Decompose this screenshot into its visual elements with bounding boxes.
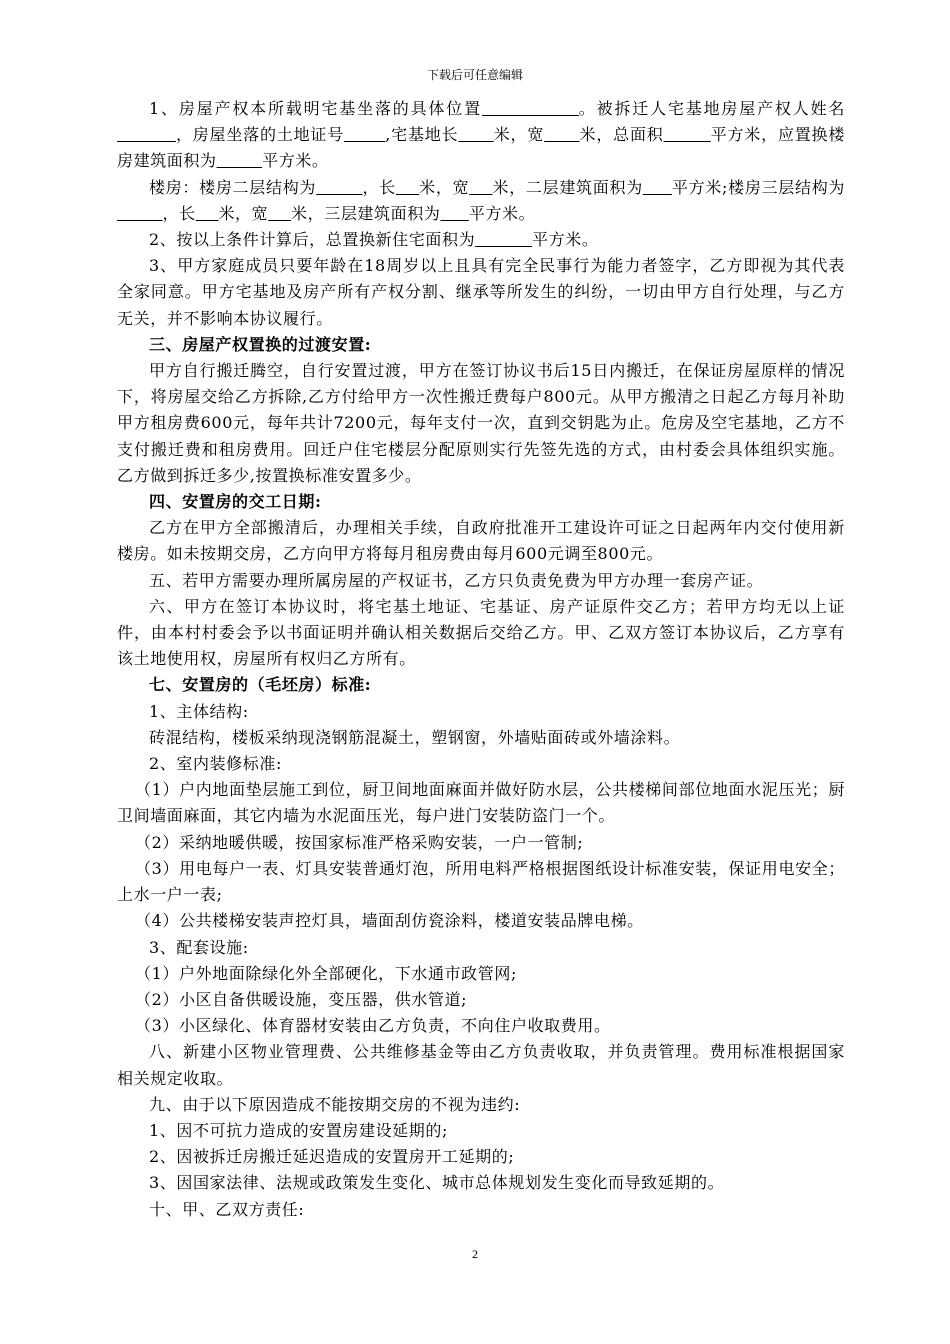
text: ，房屋坐落的土地证号 <box>175 125 345 145</box>
section-heading-4: 四、安置房的交工日期: <box>149 492 322 512</box>
document-body <box>117 96 845 1223</box>
list-item: 2、室内装修标准: <box>149 754 282 774</box>
blank-field <box>482 99 579 118</box>
list-item: （1）户内地面垫层施工到位，厨卫间地面麻面并做好防水层，公共楼梯间部位地面水泥压光；厨卫间墙面麻面，其它内墙为水泥面压光，每户进门安装防盗门一个。 <box>117 780 845 826</box>
text: 米，宽 <box>218 203 269 223</box>
text: 楼房：楼房二层结构为 <box>149 177 317 197</box>
list-item: （2）采纳地暖供暖，按国家标准严格采购安装，一户一管制; <box>135 832 584 852</box>
list-item: （4）公共楼梯安装声控灯具，墙面刮仿瓷涂料，楼道安装品牌电梯。 <box>135 911 644 931</box>
blank-field <box>217 151 263 170</box>
paragraph-responsibilities: 十、甲、乙双方责任: <box>149 1199 305 1219</box>
paragraph-total-area <box>117 227 845 253</box>
paragraph-relocation: 甲方自行搬迁腾空，自行安置过渡，甲方在签订协议书后15日内搬迁，在保证房屋原样的情况下，将房屋交给乙方拆除,乙方付给甲方一次性搬迁费每户800元。从甲方搬清之日起乙方每月补助甲方租房费600元，每年共计7200元，每年支付一次，直到交钥匙为止。危房及空宅基地，乙方不支付搬迁费和租房费用。回迁户住宅楼层分配原则实行先签先选的方式，由村委会具体组织实施。乙方做到拆迁多少,按置换标准安置多少。 <box>117 361 845 485</box>
text: 2、按以上条件计算后，总置换新住宅面积为 <box>149 230 476 250</box>
blank-field <box>544 125 579 144</box>
blank-field <box>458 125 493 144</box>
list-item: （2）小区自备供暖设施，变压器，供水管道; <box>135 989 468 1009</box>
list-item: 砖混结构，楼板采纳现浇钢筋混凝土，塑钢窗，外墙贴面砖或外墙涂料。 <box>149 727 681 747</box>
paragraph-documents: 六、甲方在签订本协议时，将宅基土地证、宅基证、房产证原件交乙方；若甲方均无以上证件，由本村村委会予以书面证明并确认相关数据后交给乙方。甲、乙双方签订本协议后，乙方享有该土地使用权，房屋所有权归乙方所有。 <box>117 596 845 669</box>
text: 平方米;楼房三层结构为 <box>671 177 846 197</box>
blank-field <box>643 178 672 197</box>
blank-field <box>196 204 219 223</box>
list-item: 1、因不可抗力造成的安置房建设延期的; <box>149 1120 448 1140</box>
blank-field <box>117 204 163 223</box>
paragraph-building-structure <box>117 175 845 227</box>
blank-field <box>268 204 291 223</box>
page-header: 下载后可任意编辑 <box>426 68 523 82</box>
blank-field <box>396 178 419 197</box>
paragraph-property-location <box>117 96 845 175</box>
paragraph-family-consent: 3、甲方家庭成员只要年龄在18周岁以上且具有完全民事行为能力者签字，乙方即视为其代表全家同意。甲方宅基地及房产所有产权分割、继承等所发生的纠纷，一切由甲方自行处理，与乙方无关，并不影响本协议履行。 <box>117 256 845 328</box>
blank-field <box>316 178 362 197</box>
text: 米，宽 <box>493 125 545 145</box>
text: 米，二层建筑面积为 <box>492 177 643 197</box>
list-item: （1）户外地面除绿化外全部硬化，下水通市政管网; <box>135 963 517 983</box>
text: 米，三层建筑面积为 <box>291 203 441 223</box>
text: 平方米。 <box>532 230 599 250</box>
blank-field <box>440 204 468 223</box>
text: 1、房屋产权本所载明宅基坐落的具体位置 <box>149 99 482 118</box>
text: 。被拆迁人宅基地房屋产权人姓名 <box>578 99 845 118</box>
paragraph-property-management: 八、新建小区物业管理费、公共维修基金等由乙方负责收取，并负责管理。费用标准根据国家相关规定收取。 <box>117 1042 845 1088</box>
text: ,宅基地长 <box>385 125 459 145</box>
blank-field <box>344 125 385 144</box>
blank-field <box>117 125 176 144</box>
paragraph-non-breach: 九、由于以下原因造成不能按期交房的不视为违约: <box>149 1094 521 1114</box>
page-number: 2 <box>472 1247 478 1261</box>
list-item: 2、因被拆迁房搬迁延迟造成的安置房开工延期的; <box>149 1147 515 1167</box>
text: 平方米。 <box>262 151 329 171</box>
text: ，长 <box>362 177 396 197</box>
text: 平方米。 <box>468 203 536 223</box>
text: 米，总面积 <box>579 125 664 145</box>
list-item: 3、配套设施: <box>149 937 249 957</box>
text: ，长 <box>162 203 196 223</box>
list-item: 3、因国家法律、法规或政策发生变化、城市总体规划发生变化而导致延期的。 <box>149 1173 725 1193</box>
list-item: （3）小区绿化、体育器材安装由乙方负责，不向住户收取费用。 <box>135 1016 611 1036</box>
list-item: （3）用电每户一表、灯具安装普通灯泡，所用电料严格根据图纸设计标准安装，保证用电安全；上水一户一表; <box>117 858 845 905</box>
text: 米，宽 <box>419 177 470 197</box>
paragraph-delivery-date: 乙方在甲方全部搬清后，办理相关手续，自政府批准开工建设许可证之日起两年内交付使用新楼房。如未按期交房，乙方向甲方将每月租房费由每月600元调至800元。 <box>117 518 845 564</box>
list-item: 1、主体结构: <box>149 701 249 721</box>
text: 平方米，应置换楼房建筑面积为 <box>117 125 845 171</box>
blank-field <box>469 178 492 197</box>
section-heading-3: 三、房屋产权置换的过渡安置: <box>149 334 372 354</box>
blank-field <box>475 230 532 249</box>
blank-field <box>664 125 711 144</box>
paragraph-property-certificate: 五、若甲方需要办理所属房屋的产权证书，乙方只负责免费为甲方办理一套房产证。 <box>149 570 764 590</box>
section-heading-7: 七、安置房的（毛坯房）标准: <box>149 675 372 695</box>
